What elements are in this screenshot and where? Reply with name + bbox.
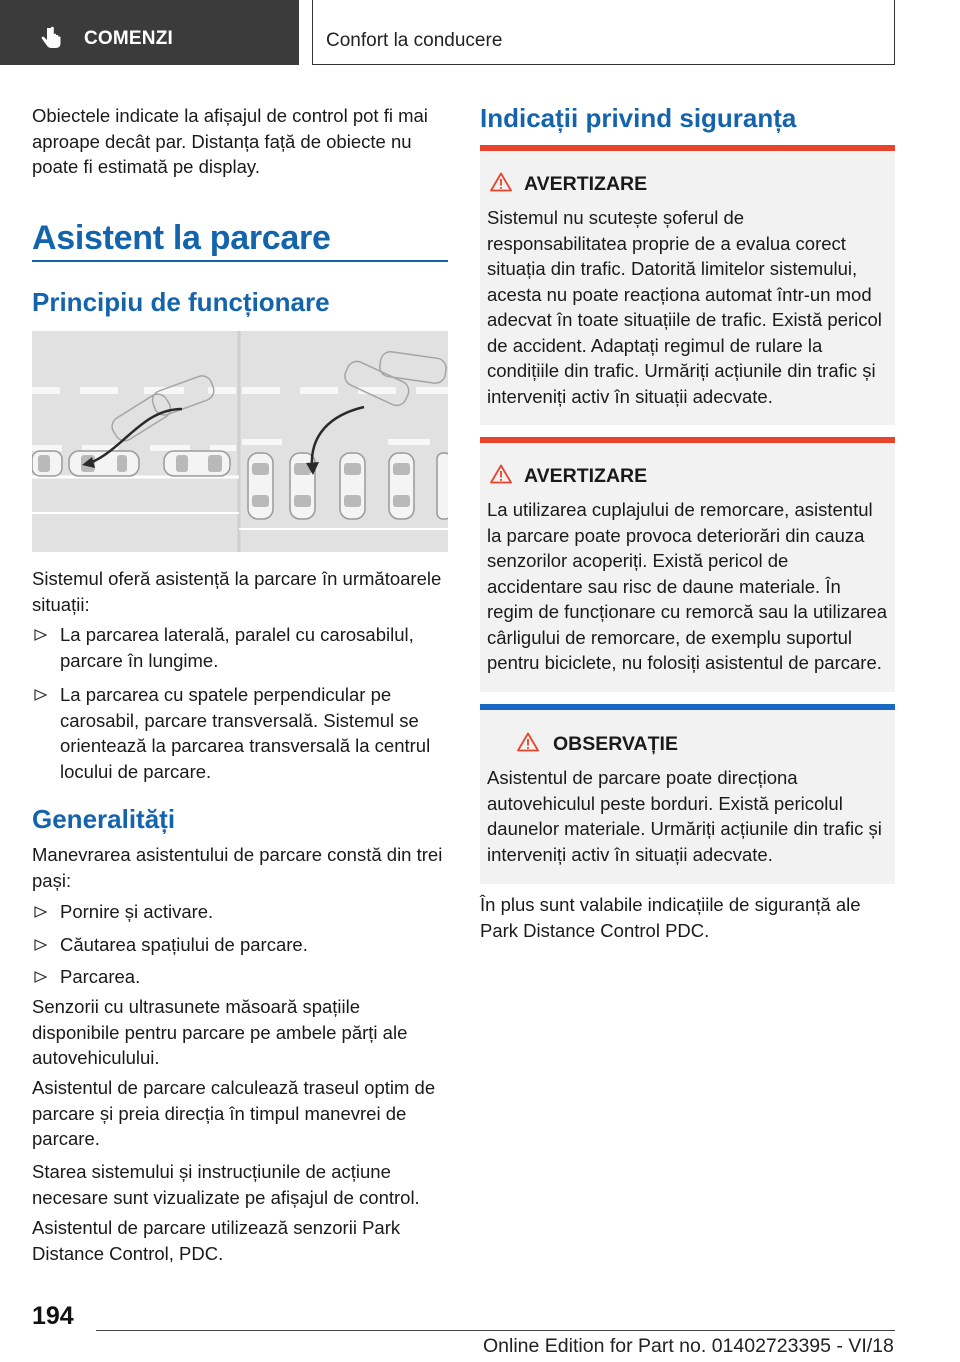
list-item [32,964,450,990]
steps-list [32,899,450,990]
title-rule [32,260,448,262]
intro-paragraph: Obiectele indicate la afișajul de control pot fi mai aproape decât par. Distanța față de obiecte nu poate fi estimată pe display. [32,105,428,177]
footer-rule [96,1330,895,1331]
paragraph-route: Asistentul de parcare calculează traseul optim de parcare și preia direcția în timpul manevrei de parcare. [32,1077,436,1149]
list-item-text: Căutarea spațiului de parcare. [60,933,308,955]
paragraph-pdc: Asistentul de parcare utilizează senzorii Park Distance Control, PDC. [32,1217,401,1264]
list-item-text: Parcarea. [60,966,141,987]
warning-bar [480,145,895,151]
heading-general: Generalități [32,804,176,834]
list-item-text: Pornire și activare. [60,901,214,922]
list-item [32,622,450,673]
parking-illustration [32,331,448,552]
triangle-bullet-icon [34,971,47,983]
list-item-text: La parcarea laterală, paralel cu carosabilul, parcare în lungime. [60,624,414,671]
paragraph-status: Starea sistemului și instrucțiunile de acțiune necesare sunt vizualizate pe afișajul de control. [32,1161,420,1208]
section-header [312,0,895,65]
triangle-bullet-icon [34,939,47,951]
triangle-bullet-icon [34,689,47,701]
closing-paragraph: În plus sunt valabile indicațiile de siguranță ale Park Distance Control PDC. [480,894,861,941]
paragraph-sensors: Senzorii cu ultrasunete măsoară spațiile disponibile pentru parcare pe ambele părți ale autovehiculului. [32,996,408,1068]
warning-box [480,437,895,692]
note-box [480,704,895,884]
general-intro: Manevrarea asistentului de parcare constă din trei pași: [32,844,443,891]
header-tab[interactable] [0,0,299,65]
parking-illustration-graphic [32,331,448,552]
list-item-text: La parcarea cu spatele perpendicular pe carosabil, parcare transversală. Sistemul se orientează la parcarea transversală la centrul locului de parcare. [60,684,431,782]
warning-heading: AVERTIZARE [524,465,648,487]
note-heading: OBSERVAȚIE [553,733,678,755]
list-item [32,932,450,958]
section-title: Confort la conducere [326,30,503,51]
page-number: 194 [32,1302,74,1330]
warning-heading: AVERTIZARE [524,173,648,195]
warning-triangle-icon [517,732,539,752]
warning-box [480,145,895,425]
list-item [32,899,450,925]
assist-list [32,622,450,784]
footer-edition: Online Edition for Part no. 01402723395 - VI/18 [483,1335,894,1357]
warning-text: La utilizarea cuplajului de remorcare, asistentul la parcare poate provoca deteriorări din cauza senzorilor acoperiți. Există pericol de accidentare sau risc de daune materiale. În regim de funcționare cu remorcă sau la utilizarea cârligului de remorcare, de exemplu suportul pentru biciclete, nu folosiți asistentul de parcare. [487,499,887,673]
page-title: Asistent la parcare [32,219,331,257]
note-bar [480,704,895,710]
list-item [32,682,450,784]
note-text: Asistentul de parcare poate direcționa autovehiculul peste borduri. Există pericolul daunelor materiale. Urmăriți acțiunile din trafic și interveniți activ în situații adecvate. [487,767,882,865]
warning-text: Sistemul nu scutește șoferul de responsabilitatea proprie de a evalua corect situația din trafic. Datorită limitelor sistemului, acesta nu poate reacționa automat într-un mod adecvat în toate situațiile de trafic. Există pericol de accident. Adaptați regimul de rulare la condițiile din trafic. Urmăriți acțiunile din trafic și interveniți activ în situații adecvate. [487,207,882,407]
triangle-bullet-icon [34,906,47,918]
heading-principle: Principiu de funcționare [32,287,330,317]
triangle-bullet-icon [34,629,47,641]
assist-intro: Sistemul oferă asistență la parcare în următoarele situații: [32,568,442,615]
warning-bar [480,437,895,443]
header-tab-label: COMENZI [84,28,174,49]
heading-safety: Indicații privind siguranța [480,103,797,133]
hand-pointer-icon [38,26,64,52]
warning-triangle-icon [490,464,512,484]
warning-triangle-icon [490,172,512,192]
